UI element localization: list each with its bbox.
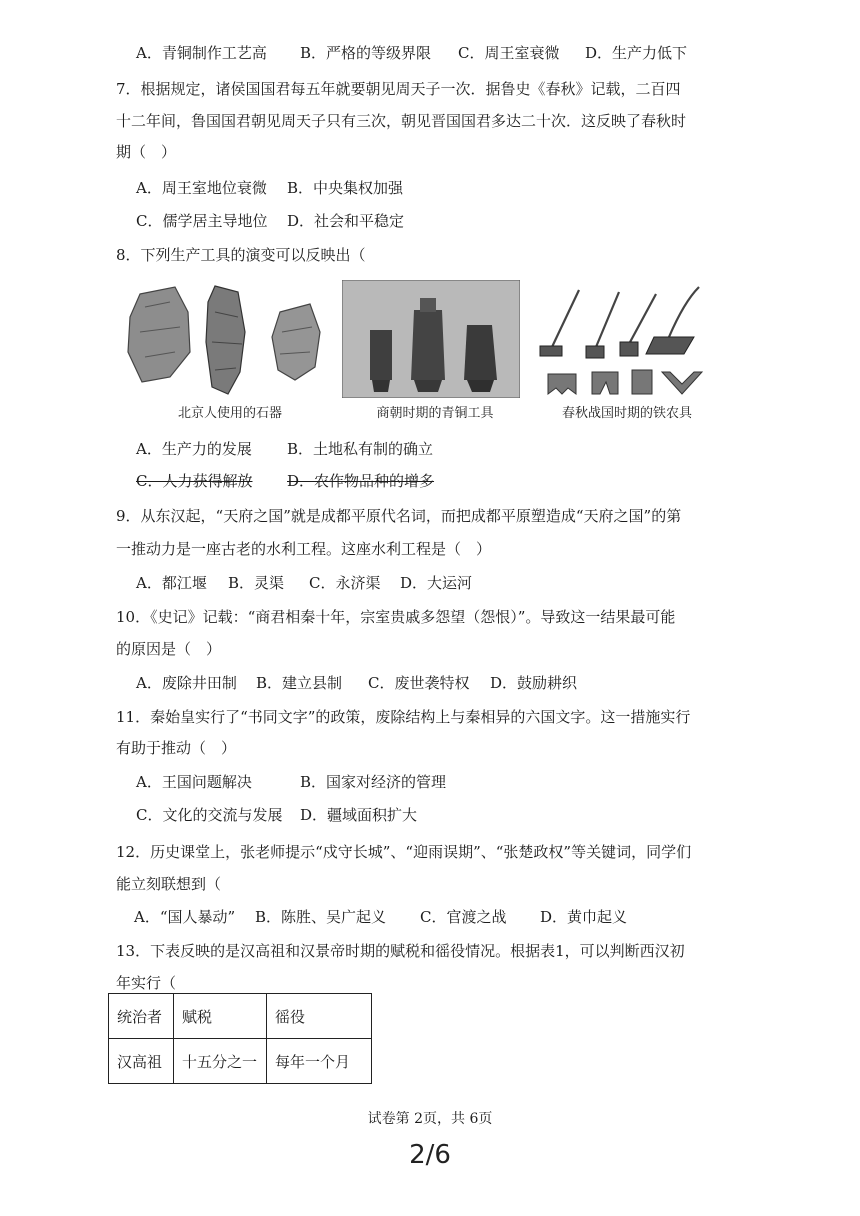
figure-caption-stone: 北京人使用的石器 <box>177 406 282 421</box>
table-header-cell: 徭役 <box>267 994 372 1039</box>
q11-option-d: D．疆域面积扩大 <box>300 806 418 824</box>
table-header-row <box>109 994 372 1039</box>
table-row <box>109 1039 372 1084</box>
q13-stem-line2: 年实行（ <box>116 974 177 992</box>
q6-option-a: A．青铜制作工艺高 <box>136 44 267 62</box>
q7-stem-line3: 期（ ） <box>116 143 177 161</box>
q11-stem-line1: 11．秦始皇实行了“书同文字”的政策，废除结构上与秦相异的六国文字。这一措施实行 <box>116 708 691 726</box>
q12-option-a: A．“国人暴动” <box>134 908 236 926</box>
stone-tools-figure <box>120 282 330 402</box>
q9-option-d: D．大运河 <box>400 574 473 592</box>
q12-stem-line2: 能立刻联想到（ <box>116 875 222 893</box>
page-footer: 试卷第 2页，共 6页 <box>367 1111 493 1127</box>
q12-option-d: D．黄巾起义 <box>540 908 628 926</box>
q11-option-a: A．王国问题解决 <box>136 773 252 791</box>
q7-option-d: D．社会和平稳定 <box>287 212 405 230</box>
table-cell: 汉高祖 <box>109 1039 174 1084</box>
q10-option-d: D．鼓励耕织 <box>490 674 578 692</box>
q10-stem-line1: 10．《史记》记载：“商君相秦十年，宗室贵戚多怨望（怨恨）”。导致这一结果最可能 <box>116 608 676 626</box>
q10-option-c: C．废世袭特权 <box>368 674 470 692</box>
q11-option-c: C．文化的交流与发展 <box>136 806 283 824</box>
q12-option-b: B．陈胜、吴广起义 <box>255 908 387 926</box>
q9-option-b: B．灵渠 <box>228 574 285 592</box>
q11-stem-line2: 有助于推动（ ） <box>116 739 237 757</box>
iron-tools-figure <box>534 282 714 402</box>
q6-option-c: C．周王室衰微 <box>458 44 560 62</box>
q6-option-d: D．生产力低下 <box>585 44 688 62</box>
q8-option-a: A．生产力的发展 <box>136 440 252 458</box>
table-header-cell: 赋税 <box>174 994 267 1039</box>
q11-option-b: B．国家对经济的管理 <box>300 773 447 791</box>
tax-corvee-table <box>108 993 372 1084</box>
q8-option-b: B．土地私有制的确立 <box>287 440 434 458</box>
q10-option-a: A．废除井田制 <box>136 674 237 692</box>
q7-stem-line2: 十二年间，鲁国国君朝见周天子只有三次，朝见晋国国君多达二十次．这反映了春秋时 <box>116 112 687 130</box>
q8-option-c: C．人力获得解放 <box>136 472 253 490</box>
q7-stem-line1: 7．根据规定，诸侯国国君每五年就要朝见周天子一次．据鲁史《春秋》记载，二百四 <box>116 80 681 98</box>
table-cell: 十五分之一 <box>174 1039 267 1084</box>
q9-option-a: A．都江堰 <box>136 574 207 592</box>
q7-option-b: B．中央集权加强 <box>287 179 404 197</box>
q9-stem-line1: 9．从东汉起，“天府之国”就是成都平原代名词，而把成都平原塑造成“天府之国”的第 <box>116 507 682 525</box>
q7-option-a: A．周王室地位衰微 <box>136 179 267 197</box>
page-number-indicator: 2/6 <box>409 1140 451 1170</box>
q7-option-c: C．儒学居主导地位 <box>136 212 268 230</box>
q8-stem: 8．下列生产工具的演变可以反映出（ <box>116 246 366 264</box>
q10-stem-line2: 的原因是（ ） <box>116 640 222 658</box>
q9-option-c: C．永济渠 <box>309 574 381 592</box>
figure-caption-bronze: 商朝时期的青铜工具 <box>376 406 494 421</box>
table-cell: 每年一个月 <box>267 1039 372 1084</box>
q10-option-b: B．建立县制 <box>256 674 343 692</box>
table-header-cell: 统治者 <box>109 994 174 1039</box>
q6-option-b: B．严格的等级界限 <box>300 44 432 62</box>
figure-caption-iron: 春秋战国时期的铁农具 <box>561 406 692 421</box>
q8-option-d: D．农作物品种的增多 <box>287 472 435 490</box>
q13-stem-line1: 13．下表反映的是汉高祖和汉景帝时期的赋税和徭役情况。根据表1，可以判断西汉初 <box>116 942 685 960</box>
bronze-tools-figure <box>342 280 520 398</box>
q12-option-c: C．官渡之战 <box>420 908 507 926</box>
q9-stem-line2: 一推动力是一座古老的水利工程。这座水利工程是（ ） <box>116 540 492 558</box>
q12-stem-line1: 12．历史课堂上，张老师提示“戍守长城”、“迎雨误期”、“张楚政权”等关键词，同学们 <box>116 843 692 861</box>
